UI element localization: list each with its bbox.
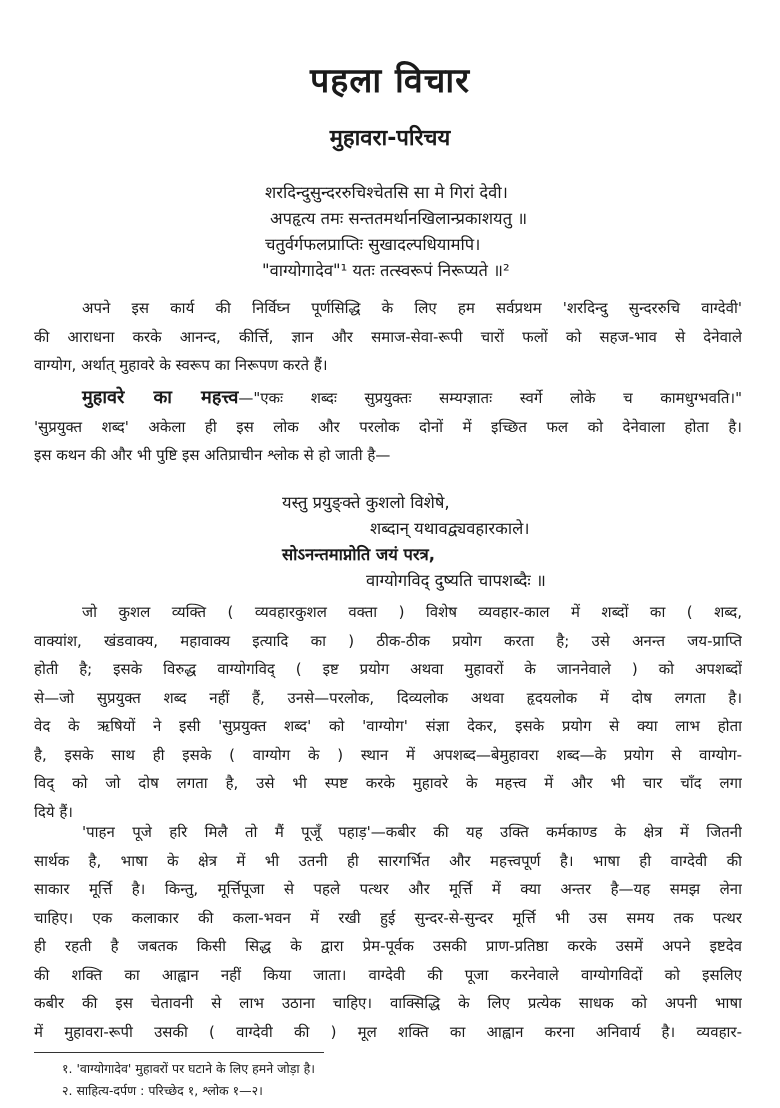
text-line: वेद के ऋषियों ने इसी 'सुप्रयुक्त शब्द' को 'वाग्योग' संज्ञा देकर, इसके प्रयोग से क्या लाभ होता xyxy=(34,717,742,735)
text-line: से—जो सुप्रयुक्त शब्द नहीं हैं, उनसे—परलोक, दिव्यलोक अथवा हृदयलोक में दोष लगता है। xyxy=(34,688,742,707)
footnote-1: १. 'वाग्योगादेव' मुहावरों पर घटाने के लिए हमने जोड़ा है। xyxy=(62,1061,315,1076)
footnote-divider xyxy=(34,1052,324,1053)
text-line: कबीर की इस चेतावनी से लाभ उठाना चाहिए। वाक्सिद्धि के लिए प्रत्येक साधक को अपनी भाषा xyxy=(34,994,742,1012)
chapter-title: पहला विचार xyxy=(309,61,471,101)
verse-line: सोऽनन्तमाप्नोति जयं परत्र, xyxy=(282,545,436,564)
verse-line: वाग्योगविद् दुष्यति चापशब्दैः ॥ xyxy=(366,571,546,590)
verse-line: शब्दान् यथावद्व्यवहारकाले। xyxy=(370,519,530,538)
text-line: होती है; इसके विरुद्ध वाग्योगविद् ( इष्ट प्रयोग अथवा मुहावरों के जाननेवाले ) को अपशब्दों xyxy=(34,660,742,678)
text-line: 'सुप्रयुक्त शब्द' अकेला ही इस लोक और परलोक दोनों में इच्छित फल को देनेवाला होता है। xyxy=(34,417,742,436)
text-line: ही रहती है जबतक किसी सिद्ध के द्वारा प्रेम-पूर्वक उसकी प्राण-प्रतिष्ठा करके उसमें अपने इष्टदेव xyxy=(34,937,742,955)
text-line: इस कथन की और भी पुष्टि इस अतिप्राचीन श्लोक से हो जाती है— xyxy=(34,446,391,464)
verse-line: शरदिन्दुसुन्दररुचिश्चेतसि सा मे गिरां देवी। xyxy=(265,183,508,202)
paragraph-explanation xyxy=(34,598,742,826)
text-line: जो कुशल व्यक्ति ( व्यवहारकुशल वक्ता ) विशेष व्यवहार-काल में शब्दों का ( शब्द, xyxy=(82,603,742,621)
text-line: वाक्यांश, खंडवाक्य, महावाक्य इत्यादि का ) ठीक-ठीक प्रयोग करता है; उसे अनन्त जय-प्राप्ति xyxy=(34,631,742,650)
paragraph-invocation xyxy=(34,294,742,380)
footnote-2: २. साहित्य-दर्पण : परिच्छेद १, श्लोक १—२। xyxy=(62,1083,263,1098)
text-line: की शक्ति का आह्वान नहीं किया जाता। वाग्देवी की पूजा करनेवाले वाग्योगविदों को इसलिए xyxy=(34,965,742,984)
text-line: चाहिए। एक कलाकार की कला-भवन में रखी हुई सुन्दर-से-सुन्दर मूर्त्ति भी उस समय तक पत्थर xyxy=(34,908,742,927)
verse-line: अपहृत्य तमः सन्ततमर्थानखिलान्प्रकाशयतु ॥ xyxy=(270,209,528,228)
text-line: सार्थक है, भाषा के क्षेत्र में भी उतनी ही सारगर्भित और महत्त्वपूर्ण है। भाषा ही वाग्देवी की xyxy=(34,851,742,870)
text-line: अपने इस कार्य की निर्विघ्न पूर्णसिद्धि के लिए हम सर्वप्रथम 'शरदिन्दु सुन्दररुचि वाग्देवी' xyxy=(82,299,742,317)
verse-line: "वाग्योगादेव"¹ यतः तत्स्वरूपं निरूप्यते ॥² xyxy=(262,261,510,280)
text-line: में मुहावरा-रूपी उसकी ( वाग्देवी की ) मूल शक्ति का आह्वान करना अनिवार्य है। व्यवहार- xyxy=(34,1022,742,1041)
paragraph-importance xyxy=(34,384,742,470)
text-line xyxy=(34,384,742,413)
verse-line: यस्तु प्रयुङ्क्ते कुशलो विशेषे, xyxy=(282,493,450,512)
text-line: 'पाहन पूजे हरि मिलै तो मैं पूजूँ पहाड़'—कबीर की यह उक्ति कर्मकाण्ड के क्षेत्र में जितनी xyxy=(82,823,742,841)
sanskrit-quote: —"एकः शब्दः सुप्रयुक्तः सम्यग्ज्ञातः स्वर्गे लोके च कामधुग्भवति।" xyxy=(238,389,742,407)
section-lead-heading: मुहावरे का महत्त्व xyxy=(82,387,239,408)
chapter-subtitle: मुहावरा-परिचय xyxy=(329,126,451,151)
text-line: है, इसके साथ ही इसके ( वाग्योग के ) स्थान में अपशब्द—बेमुहावरा शब्द—के प्रयोग से वाग्योग- xyxy=(34,745,742,764)
paragraph-kabir xyxy=(34,818,742,1046)
text-line: विद् को जो दोष लगता है, उसे भी स्पष्ट करके मुहावरे के महत्त्व में और भी चार चाँद लगा xyxy=(34,774,742,792)
verse-line: चतुर्वर्गफलप्राप्तिः सुखादल्पधियामपि। xyxy=(265,235,481,254)
text-line: दिये हैं। xyxy=(34,802,73,821)
text-line: साकार मूर्त्ति है। किन्तु, मूर्त्तिपूजा से पहले पत्थर और मूर्त्ति में क्या अन्तर है—यह समझ लेना xyxy=(34,880,742,898)
text-line: की आराधना करके आनन्द, कीर्त्ति, ज्ञान और समाज-सेवा-रूपी चारों फलों को सहज-भाव से देनेवाले xyxy=(34,327,742,346)
text-line: वाग्योग, अर्थात् मुहावरे के स्वरूप का निरूपण करते हैं। xyxy=(34,356,328,374)
